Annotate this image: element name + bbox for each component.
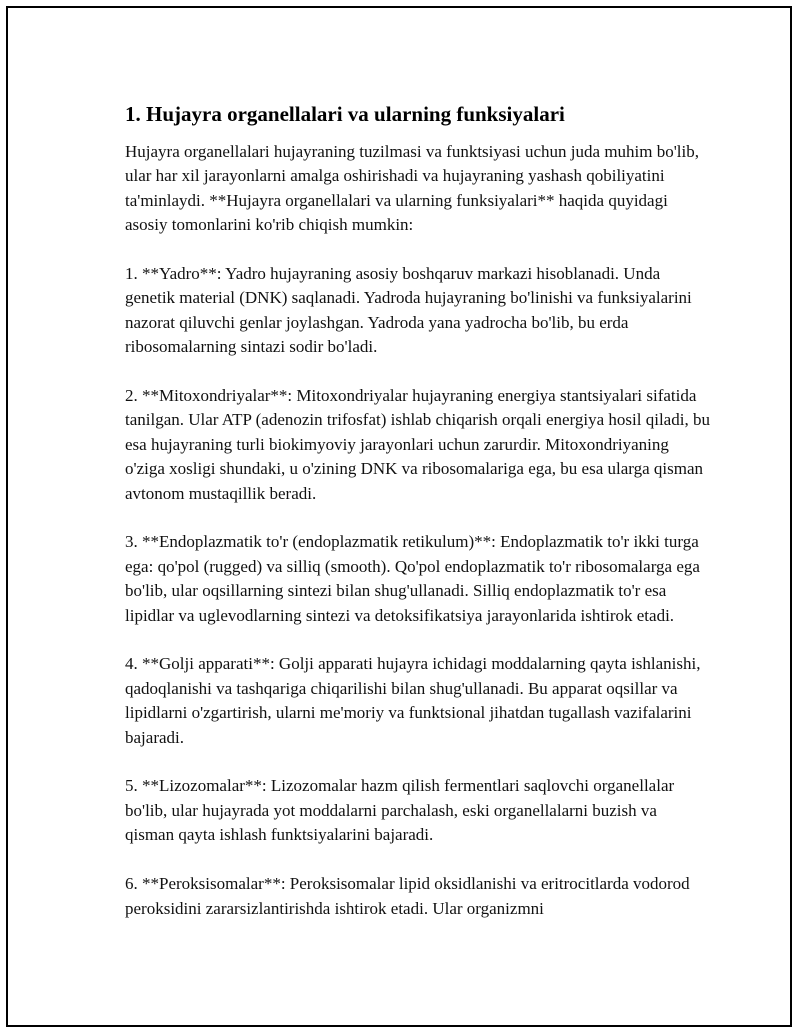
paragraph-endoplazmatik-tor: 3. **Endoplazmatik to'r (endoplazmatik retikulum)**: Endoplazmatik to'r ikki turga ega: qo'pol (rugged) va silliq (smooth). Qo'pol endoplazmatik to'r ribosomalarga ega bo'lib, ular oqsillarning sintezi bilan shug'ullanadi. Silliq endoplazmatik to'r esa lipidlar va uglevodlarning sintezi va detoksifikatsiya jarayonlarida ishtirok etadi. xyxy=(125,532,700,625)
page-frame xyxy=(6,6,792,1027)
paragraph-lizozomalar: 5. **Lizozomalar**: Lizozomalar hazm qilish fermentlari saqlovchi organellalar bo'lib, ular hujayrada yot moddalarni parchalash, eski organellalarni buzish va qisman qayta ishlash funktsiyalarini bajaradi. xyxy=(125,776,675,845)
section-heading: 1. Hujayra organellalari va ularning funksiyalari xyxy=(125,102,565,126)
paragraph-golji-apparati: 4. **Golji apparati**: Golji apparati hujayra ichidagi moddalarning qayta ishlanishi, qadoqlanishi va tashqariga chiqarilishi bilan shug'ullanadi. Bu apparat oqsillar va lipidlarni o'zgartirish, ularni me'moriy va funktsional jihatdan tugallash vazifalarini bajaradi. xyxy=(125,654,701,747)
intro-paragraph: Hujayra organellalari hujayraning tuzilmasi va funktsiyasi uchun juda muhim bo'lib, ular har xil jarayonlarni amalga oshirishadi va hujayraning yashash qobiliyatini ta'minlaydi. **Hujayra organellalari va ularning funksiyalari** haqida quyidagi asosiy tomonlarini ko'rib chiqish mumkin: xyxy=(125,142,700,235)
document-body xyxy=(125,100,710,921)
paragraph-yadro: 1. **Yadro**: Yadro hujayraning asosiy boshqaruv markazi hisoblanadi. Unda genetik material (DNK) saqlanadi. Yadroda hujayraning bo'linishi va funksiyalarini nazorat qiluvchi genlar joylashgan. Yadroda yana yadrocha bo'lib, bu erda ribosomalarning sintazi sodir bo'ladi. xyxy=(125,264,692,357)
paragraph-mitoxondriyalar: 2. **Mitoxondriyalar**: Mitoxondriyalar hujayraning energiya stantsiyalari sifatida tanilgan. Ular ATP (adenozin trifosfat) ishlab chiqarish orqali energiya hosil qiladi, bu esa hujayraning turli biokimyoviy jarayonlari uchun zarurdir. Mitoxondriyaning o'ziga xosligi shundaki, u o'zining DNK va ribosomalariga ega, bu esa ularga qisman avtonom mustaqillik beradi. xyxy=(125,386,710,503)
paragraph-peroksisomalar: 6. **Peroksisomalar**: Peroksisomalar lipid oksidlanishi va eritrocitlarda vodorod peroksidini zararsizlantirishda ishtirok etadi. Ular organizmni xyxy=(125,874,690,918)
